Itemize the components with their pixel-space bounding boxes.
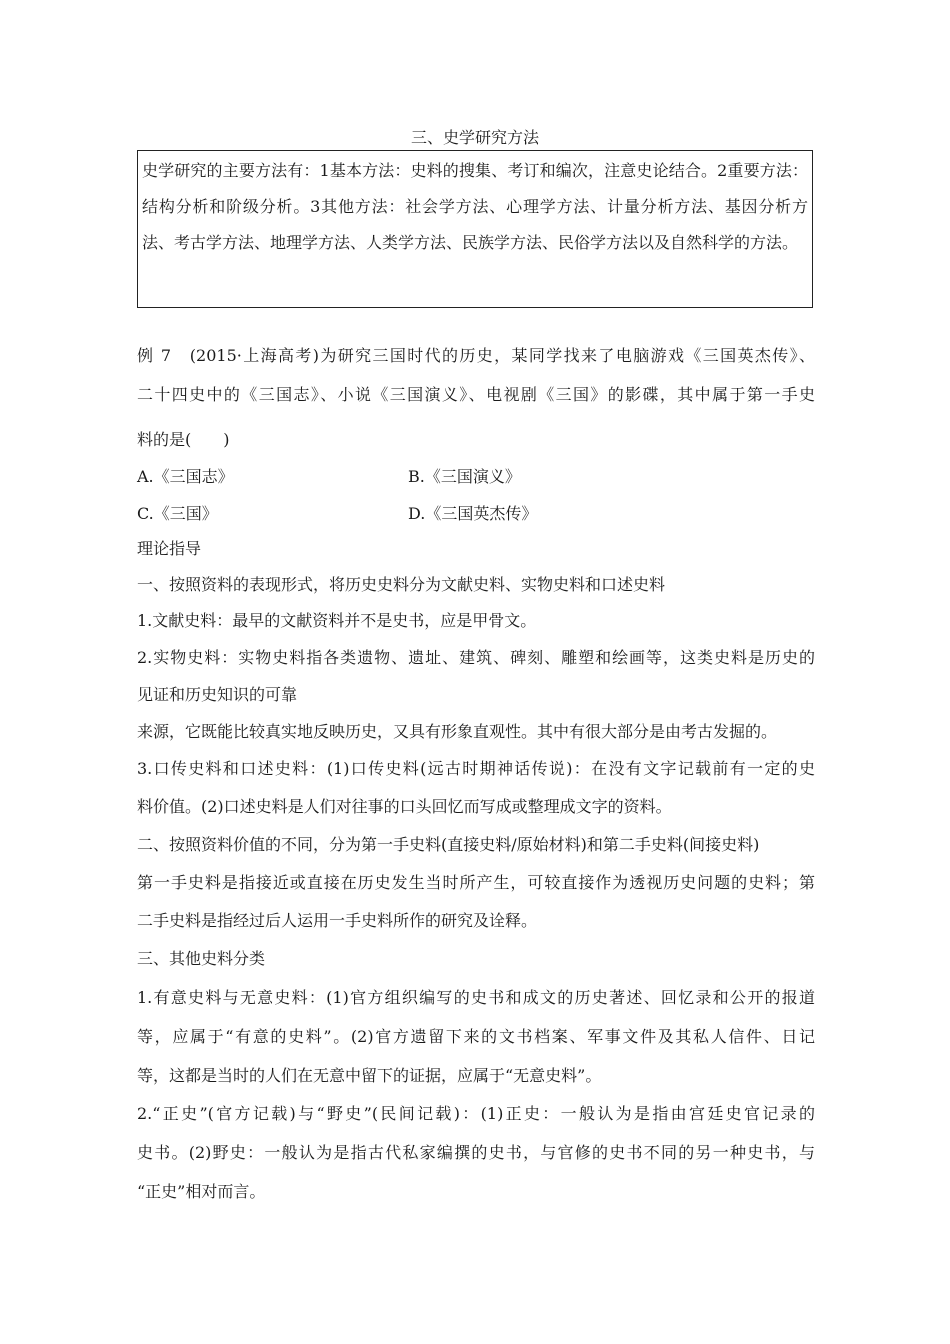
option-d: D.《三国英杰传》: [408, 504, 538, 523]
theory-line: 3.口传史料和口述史料：(1)口传史料(远古时期神话传说)：在没有文字记载前有一定的史: [137, 759, 815, 778]
theory-line: 史书。(2)野史：一般认为是指古代私家编撰的史书，与官修的史书不同的另一种史书，与: [137, 1143, 815, 1162]
theory-heading: 理论指导: [137, 539, 202, 558]
theory-line: 第一手史料是指接近或直接在历史发生当时所产生，可较直接作为透视历史问题的史料；第: [137, 873, 815, 892]
example-question-line-3: 料的是( ): [137, 430, 230, 449]
theory-line: 1.有意史料与无意史料：(1)官方组织编写的史书和成文的历史著述、回忆录和公开的报道: [137, 988, 815, 1007]
theory-line: 料价值。(2)口述史料是人们对往事的口头回忆而写成或整理成文字的资料。: [137, 797, 672, 816]
theory-line: 二手史料是指经过后人运用一手史料所作的研究及诠释。: [137, 911, 538, 930]
theory-line: “正史”相对而言。: [137, 1182, 266, 1201]
theory-line: 2.“正史”(官方记载)与“野史”(民间记载)：(1)正史：一般认为是指由宫廷史官记录的: [137, 1104, 815, 1123]
theory-line: 二、按照资料价值的不同，分为第一手史料(直接史料/原始材料)和第二手史料(间接史料): [137, 835, 760, 854]
theory-line: 来源，它既能比较真实地反映历史，又具有形象直观性。其中有很大部分是由考古发掘的。: [137, 722, 778, 741]
example-question-line-1: 例 7 (2015·上海高考)为研究三国时代的历史，某同学找来了电脑游戏《三国英杰传》、: [137, 346, 815, 365]
section-title: 三、史学研究方法: [410, 128, 539, 147]
theory-line: 等，这都是当时的人们在无意中留下的证据，应属于“无意史料”。: [137, 1066, 602, 1085]
theory-line: 1.文献史料：最早的文献资料并不是史书，应是甲骨文。: [137, 611, 537, 630]
summary-box: 史学研究的主要方法有：1基本方法：史料的搜集、考订和编次，注意史论结合。2重要方法：结构分析和阶级分析。3其他方法：社会学方法、心理学方法、计量分析方法、基因分析方法、考古学方法、地理学方法、人类学方法、民族学方法、民俗学方法以及自然科学的方法。: [137, 150, 813, 308]
theory-line: 三、其他史料分类: [137, 949, 266, 968]
theory-line: 等，应属于“有意的史料”。(2)官方遗留下来的文书档案、军事文件及其私人信件、日记: [137, 1027, 815, 1046]
theory-line: 见证和历史知识的可靠: [137, 685, 298, 704]
option-b: B.《三国演义》: [408, 467, 521, 486]
theory-line: 2.实物史料：实物史料指各类遗物、遗址、建筑、碑刻、雕塑和绘画等，这类史料是历史的: [137, 648, 815, 667]
option-c: C.《三国》: [137, 504, 218, 523]
option-a: A.《三国志》: [137, 467, 234, 486]
theory-line: 一、按照资料的表现形式，将历史史料分为文献史料、实物史料和口述史料: [137, 575, 666, 594]
example-question-line-2: 二十四史中的《三国志》、小说《三国演义》、电视剧《三国》的影碟，其中属于第一手史: [137, 385, 815, 404]
